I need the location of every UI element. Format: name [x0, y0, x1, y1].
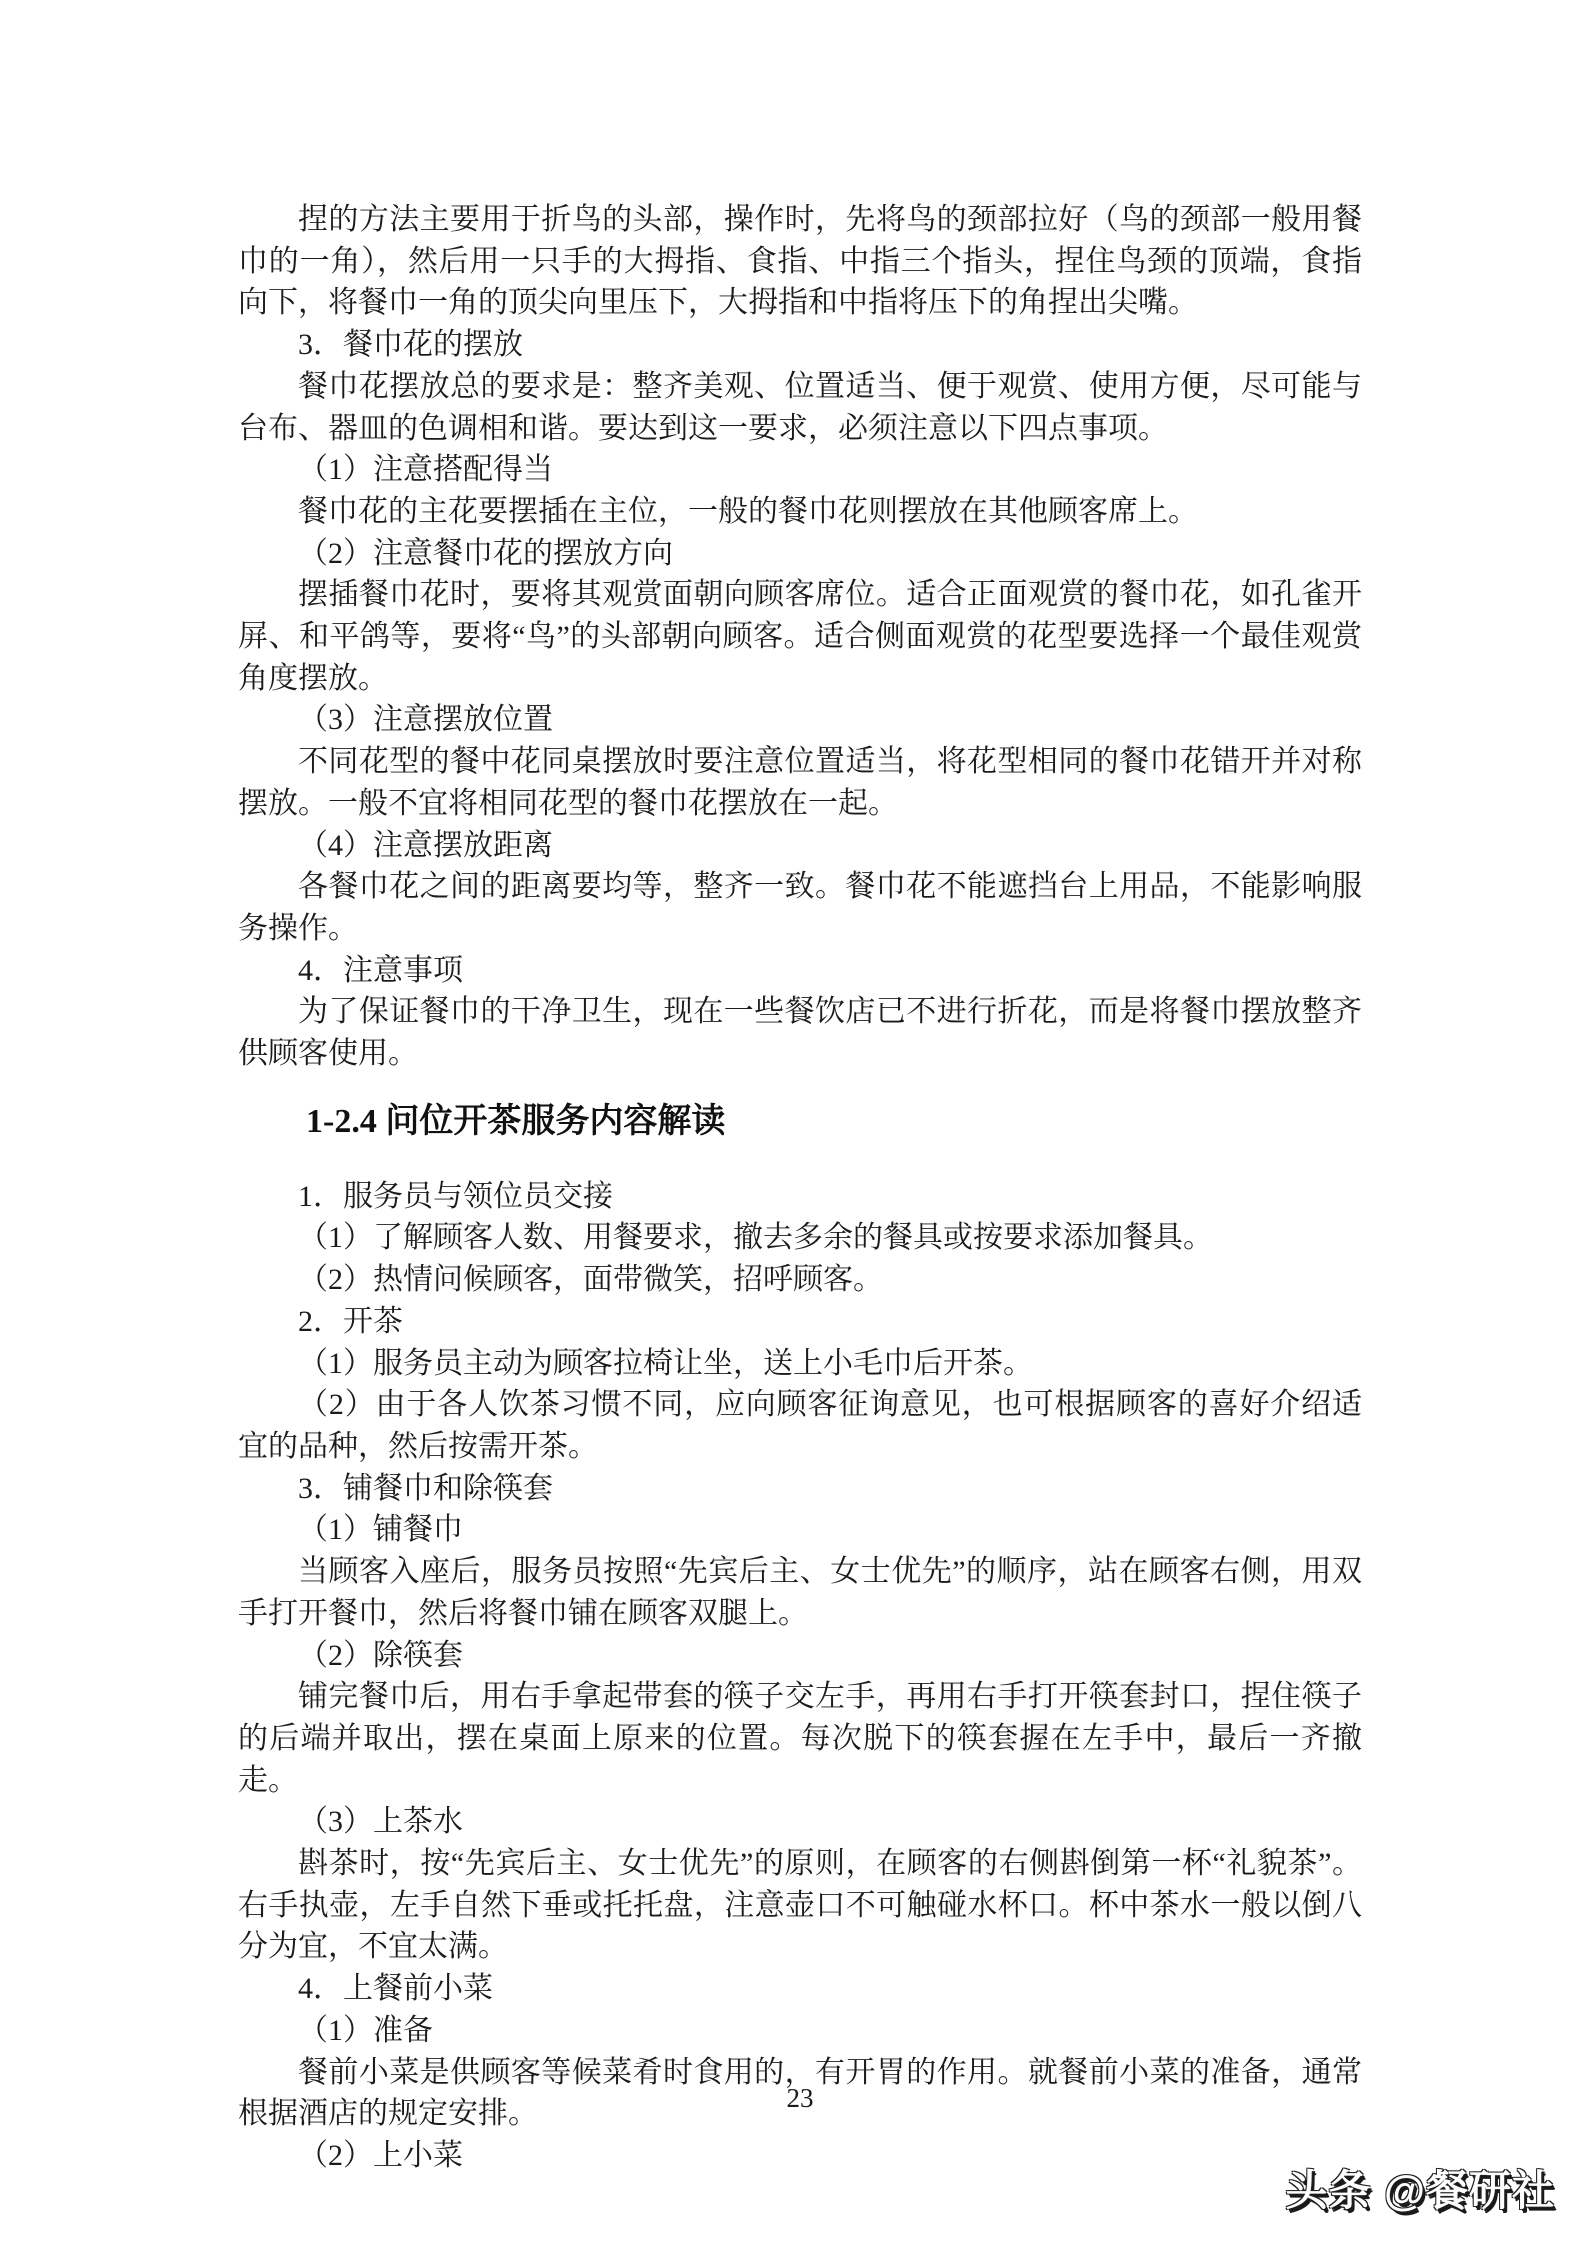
body-paragraph: 餐巾花的主花要摆插在主位，一般的餐巾花则摆放在其他顾客席上。: [298, 494, 1198, 528]
document-body: [238, 199, 1362, 2177]
list-number-heading: 3．铺餐巾和除筷套: [298, 1471, 553, 1505]
list-sub-heading: （1）注意搭配得当: [298, 453, 553, 487]
list-sub-heading: （1）铺餐巾: [298, 1513, 463, 1547]
watermark: 头条 @餐研社: [1285, 2167, 1555, 2214]
body-paragraph: （2）热情问候顾客，面带微笑，招呼顾客。: [298, 1263, 883, 1297]
body-paragraph: 捏的方法主要用于折鸟的头部，操作时，先将鸟的颈部拉好（鸟的颈部一般用餐巾的一角），然后用一只手的大拇指、食指、中指三个指头，捏住鸟颈的顶端，食指向下，将餐巾一角的顶尖向里压下，大拇指和中指将压下的角捏出尖嘴。: [238, 203, 1362, 320]
list-sub-heading: （1）准备: [298, 2013, 433, 2047]
list-sub-heading: （2）上小菜: [298, 2138, 463, 2172]
body-paragraph: （2）由于各人饮茶习惯不同，应向顾客征询意见，也可根据顾客的喜好介绍适宜的品种，然后按需开茶。: [238, 1388, 1362, 1463]
body-paragraph: （1）服务员主动为顾客拉椅让坐，送上小毛巾后开茶。: [298, 1346, 1033, 1380]
body-paragraph: 各餐巾花之间的距离要均等，整齐一致。餐巾花不能遮挡台上用品，不能影响服务操作。: [238, 870, 1362, 945]
list-number-heading: 4．上餐前小菜: [298, 1972, 493, 2006]
body-paragraph: 铺完餐巾后，用右手拿起带套的筷子交左手，再用右手打开筷套封口，捏住筷子的后端并取出，摆在桌面上原来的位置。每次脱下的筷套握在左手中，最后一齐撤走。: [238, 1680, 1362, 1797]
body-paragraph: （1）了解顾客人数、用餐要求，撤去多余的餐具或按要求添加餐具。: [298, 1221, 1213, 1255]
body-paragraph: 摆插餐巾花时，要将其观赏面朝向顾客席位。适合正面观赏的餐巾花，如孔雀开屏、和平鸽等，要将“鸟”的头部朝向顾客。适合侧面观赏的花型要选择一个最佳观赏角度摆放。: [238, 578, 1362, 695]
list-sub-heading: （4）注意摆放距离: [298, 828, 553, 862]
body-paragraph: 斟茶时，按“先宾后主、女士优先”的原则，在顾客的右侧斟倒第一杯“礼貌茶”。右手执壶，左手自然下垂或托托盘，注意壶口不可触碰水杯口。杯中茶水一般以倒八分为宜，不宜太满。: [238, 1847, 1362, 1964]
list-number-heading: 3．餐巾花的摆放: [298, 328, 523, 362]
body-paragraph: 餐前小菜是供顾客等候菜肴时食用的，有开胃的作用。就餐前小菜的准备，通常根据酒店的规定安排。: [238, 2055, 1362, 2131]
page-number: 23: [786, 2083, 814, 2113]
list-number-heading: 2．开茶: [298, 1304, 403, 1338]
section-heading: 1-2.4 问位开茶服务内容解读: [306, 1102, 726, 1140]
body-paragraph: 不同花型的餐中花同桌摆放时要注意位置适当，将花型相同的餐巾花错开并对称摆放。一般不宜将相同花型的餐巾花摆放在一起。: [238, 745, 1362, 820]
list-sub-heading: （2）注意餐巾花的摆放方向: [298, 536, 673, 570]
list-sub-heading: （3）上茶水: [298, 1805, 463, 1839]
body-paragraph: 为了保证餐巾的干净卫生，现在一些餐饮店已不进行折花，而是将餐巾摆放整齐供顾客使用。: [238, 995, 1362, 1071]
list-number-heading: 1．服务员与领位员交接: [298, 1179, 613, 1213]
list-sub-heading: （3）注意摆放位置: [298, 703, 553, 737]
list-sub-heading: （2）除筷套: [298, 1638, 463, 1672]
body-paragraph: 当顾客入座后，服务员按照“先宾后主、女士优先”的顺序，站在顾客右侧，用双手打开餐巾，然后将餐巾铺在顾客双腿上。: [238, 1555, 1362, 1630]
list-number-heading: 4．注意事项: [298, 953, 463, 987]
body-paragraph: 餐巾花摆放总的要求是：整齐美观、位置适当、便于观赏、使用方便，尽可能与台布、器皿的色调相和谐。要达到这一要求，必须注意以下四点事项。: [238, 369, 1362, 445]
